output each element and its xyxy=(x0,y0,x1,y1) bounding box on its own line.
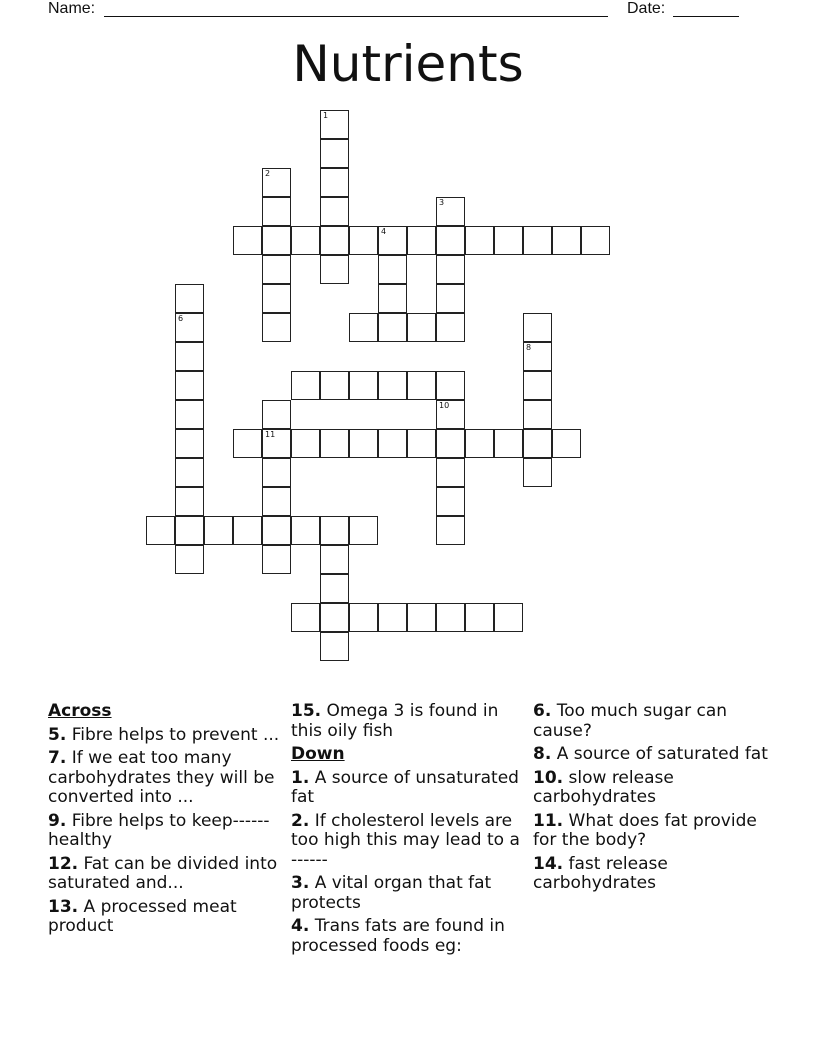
grid-cell[interactable] xyxy=(175,371,204,400)
grid-cell[interactable] xyxy=(407,603,436,632)
grid-cell[interactable] xyxy=(320,168,349,197)
grid-cell[interactable] xyxy=(262,429,291,458)
grid-cell[interactable] xyxy=(436,516,465,545)
grid-cell[interactable] xyxy=(523,400,552,429)
clue-down-2: 2. If cholesterol levels are too high this may lead to a ------ xyxy=(291,810,520,870)
clues-column-3 xyxy=(533,702,769,898)
grid-cell[interactable] xyxy=(494,226,523,255)
clue-down-1: 1. A source of unsaturated fat xyxy=(291,767,519,807)
grid-cell[interactable] xyxy=(291,371,320,400)
grid-cell[interactable] xyxy=(436,371,465,400)
grid-cell[interactable] xyxy=(436,603,465,632)
clue-number: 6 xyxy=(178,314,184,323)
grid-cell[interactable] xyxy=(320,255,349,284)
clue-across-7: 7. If we eat too many carbohydrates they will be converted into ... xyxy=(48,748,275,807)
grid-cell[interactable] xyxy=(494,603,523,632)
grid-cell[interactable] xyxy=(320,139,349,168)
grid-cell[interactable] xyxy=(320,516,349,545)
grid-cell[interactable] xyxy=(436,226,465,255)
grid-cell[interactable] xyxy=(262,545,291,574)
grid-cell[interactable] xyxy=(349,429,378,458)
grid-cell[interactable] xyxy=(320,110,349,139)
grid-cell[interactable] xyxy=(407,226,436,255)
grid-cell[interactable] xyxy=(262,255,291,284)
grid-cell[interactable] xyxy=(407,313,436,342)
clue-across-15: 15. Omega 3 is found in this oily fish xyxy=(291,701,499,741)
grid-cell[interactable] xyxy=(378,429,407,458)
grid-cell[interactable] xyxy=(436,197,465,226)
clue-across-13: 13. A processed meat product xyxy=(48,896,237,936)
date-label: Date: xyxy=(627,0,666,17)
clue-number: 1 xyxy=(323,111,329,120)
grid-cell[interactable] xyxy=(494,429,523,458)
grid-cell[interactable] xyxy=(407,371,436,400)
grid-cell[interactable] xyxy=(175,487,204,516)
grid-cell[interactable] xyxy=(291,516,320,545)
grid-cell[interactable] xyxy=(204,516,233,545)
grid-cell[interactable] xyxy=(378,226,407,255)
grid-cell[interactable] xyxy=(407,429,436,458)
grid-cell[interactable] xyxy=(262,168,291,197)
grid-cell[interactable] xyxy=(175,429,204,458)
clue-down-6: 6. Too much sugar can cause? xyxy=(533,701,728,741)
across-heading: Across xyxy=(48,701,112,721)
clue-number: 2 xyxy=(265,169,271,178)
grid-cell[interactable] xyxy=(291,603,320,632)
grid-cell[interactable] xyxy=(436,429,465,458)
grid-cell[interactable] xyxy=(233,516,262,545)
grid-cell[interactable] xyxy=(262,197,291,226)
clues-column-2 xyxy=(291,702,527,960)
grid-cell[interactable] xyxy=(349,603,378,632)
grid-cell[interactable] xyxy=(233,429,262,458)
grid-cell[interactable] xyxy=(581,226,610,255)
grid-cell[interactable] xyxy=(262,458,291,487)
clue-down-8: 8. A source of saturated fat xyxy=(533,744,768,764)
grid-cell[interactable] xyxy=(436,255,465,284)
grid-cell[interactable] xyxy=(291,429,320,458)
clue-across-5: 5. Fibre helps to prevent ... xyxy=(48,724,280,745)
grid-cell[interactable] xyxy=(523,342,552,371)
clue-number: 3 xyxy=(439,198,445,207)
grid-cell[interactable] xyxy=(175,313,204,342)
grid-cell[interactable] xyxy=(320,603,349,632)
page-title: Nutrients xyxy=(292,35,524,93)
grid-cell[interactable] xyxy=(175,516,204,545)
grid-cell[interactable] xyxy=(349,313,378,342)
grid-cell[interactable] xyxy=(465,603,494,632)
clue-down-10: 10. slow release carbohydrates xyxy=(533,767,674,807)
clues-column-1 xyxy=(48,702,284,941)
grid-cell[interactable] xyxy=(378,313,407,342)
grid-cell[interactable] xyxy=(320,226,349,255)
grid-cell[interactable] xyxy=(378,284,407,313)
grid-cell[interactable] xyxy=(320,429,349,458)
grid-cell[interactable] xyxy=(349,516,378,545)
grid-cell[interactable] xyxy=(175,284,204,313)
grid-cell[interactable] xyxy=(552,226,581,255)
grid-cell[interactable] xyxy=(320,574,349,603)
grid-cell[interactable] xyxy=(262,226,291,255)
grid-cell[interactable] xyxy=(262,516,291,545)
clue-across-9: 9. Fibre helps to keep------healthy xyxy=(48,810,270,850)
grid-cell[interactable] xyxy=(552,429,581,458)
grid-cell[interactable] xyxy=(436,400,465,429)
grid-cell[interactable] xyxy=(436,487,465,516)
name-label: Name: xyxy=(48,0,96,17)
grid-cell[interactable] xyxy=(291,226,320,255)
grid-cell[interactable] xyxy=(320,545,349,574)
grid-cell[interactable] xyxy=(320,632,349,661)
grid-cell[interactable] xyxy=(262,284,291,313)
grid-cell[interactable] xyxy=(320,371,349,400)
grid-cell[interactable] xyxy=(233,226,262,255)
grid-cell[interactable] xyxy=(523,226,552,255)
down-heading: Down xyxy=(291,744,345,764)
grid-cell[interactable] xyxy=(349,226,378,255)
clue-number: 4 xyxy=(381,227,387,236)
grid-cell[interactable] xyxy=(175,342,204,371)
grid-cell[interactable] xyxy=(175,458,204,487)
clue-number: 10 xyxy=(439,401,450,410)
grid-cell[interactable] xyxy=(465,226,494,255)
clue-down-14: 14. fast release carbohydrates xyxy=(533,853,668,893)
grid-cell[interactable] xyxy=(320,197,349,226)
grid-cell[interactable] xyxy=(262,487,291,516)
grid-cell[interactable] xyxy=(262,313,291,342)
clue-down-3: 3. A vital organ that fat protects xyxy=(291,873,492,913)
grid-cell[interactable] xyxy=(262,400,291,429)
grid-cell[interactable] xyxy=(175,545,204,574)
grid-cell[interactable] xyxy=(349,371,378,400)
clue-down-11: 11. What does fat provide for the body? xyxy=(533,810,757,850)
grid-cell[interactable] xyxy=(378,255,407,284)
grid-cell[interactable] xyxy=(436,313,465,342)
grid-cell[interactable] xyxy=(523,313,552,342)
grid-cell[interactable] xyxy=(523,458,552,487)
clue-down-4: 4. Trans fats are found in processed foods eg: xyxy=(291,916,505,956)
grid-cell[interactable] xyxy=(436,458,465,487)
grid-cell[interactable] xyxy=(146,516,175,545)
grid-cell[interactable] xyxy=(465,429,494,458)
grid-cell[interactable] xyxy=(523,429,552,458)
grid-cell[interactable] xyxy=(378,603,407,632)
clue-number: 8 xyxy=(526,343,532,352)
clue-number: 11 xyxy=(265,430,276,439)
grid-cell[interactable] xyxy=(523,371,552,400)
grid-cell[interactable] xyxy=(436,284,465,313)
clue-across-12: 12. Fat can be divided into saturated and... xyxy=(48,853,278,893)
grid-cell[interactable] xyxy=(175,400,204,429)
grid-cell[interactable] xyxy=(378,371,407,400)
